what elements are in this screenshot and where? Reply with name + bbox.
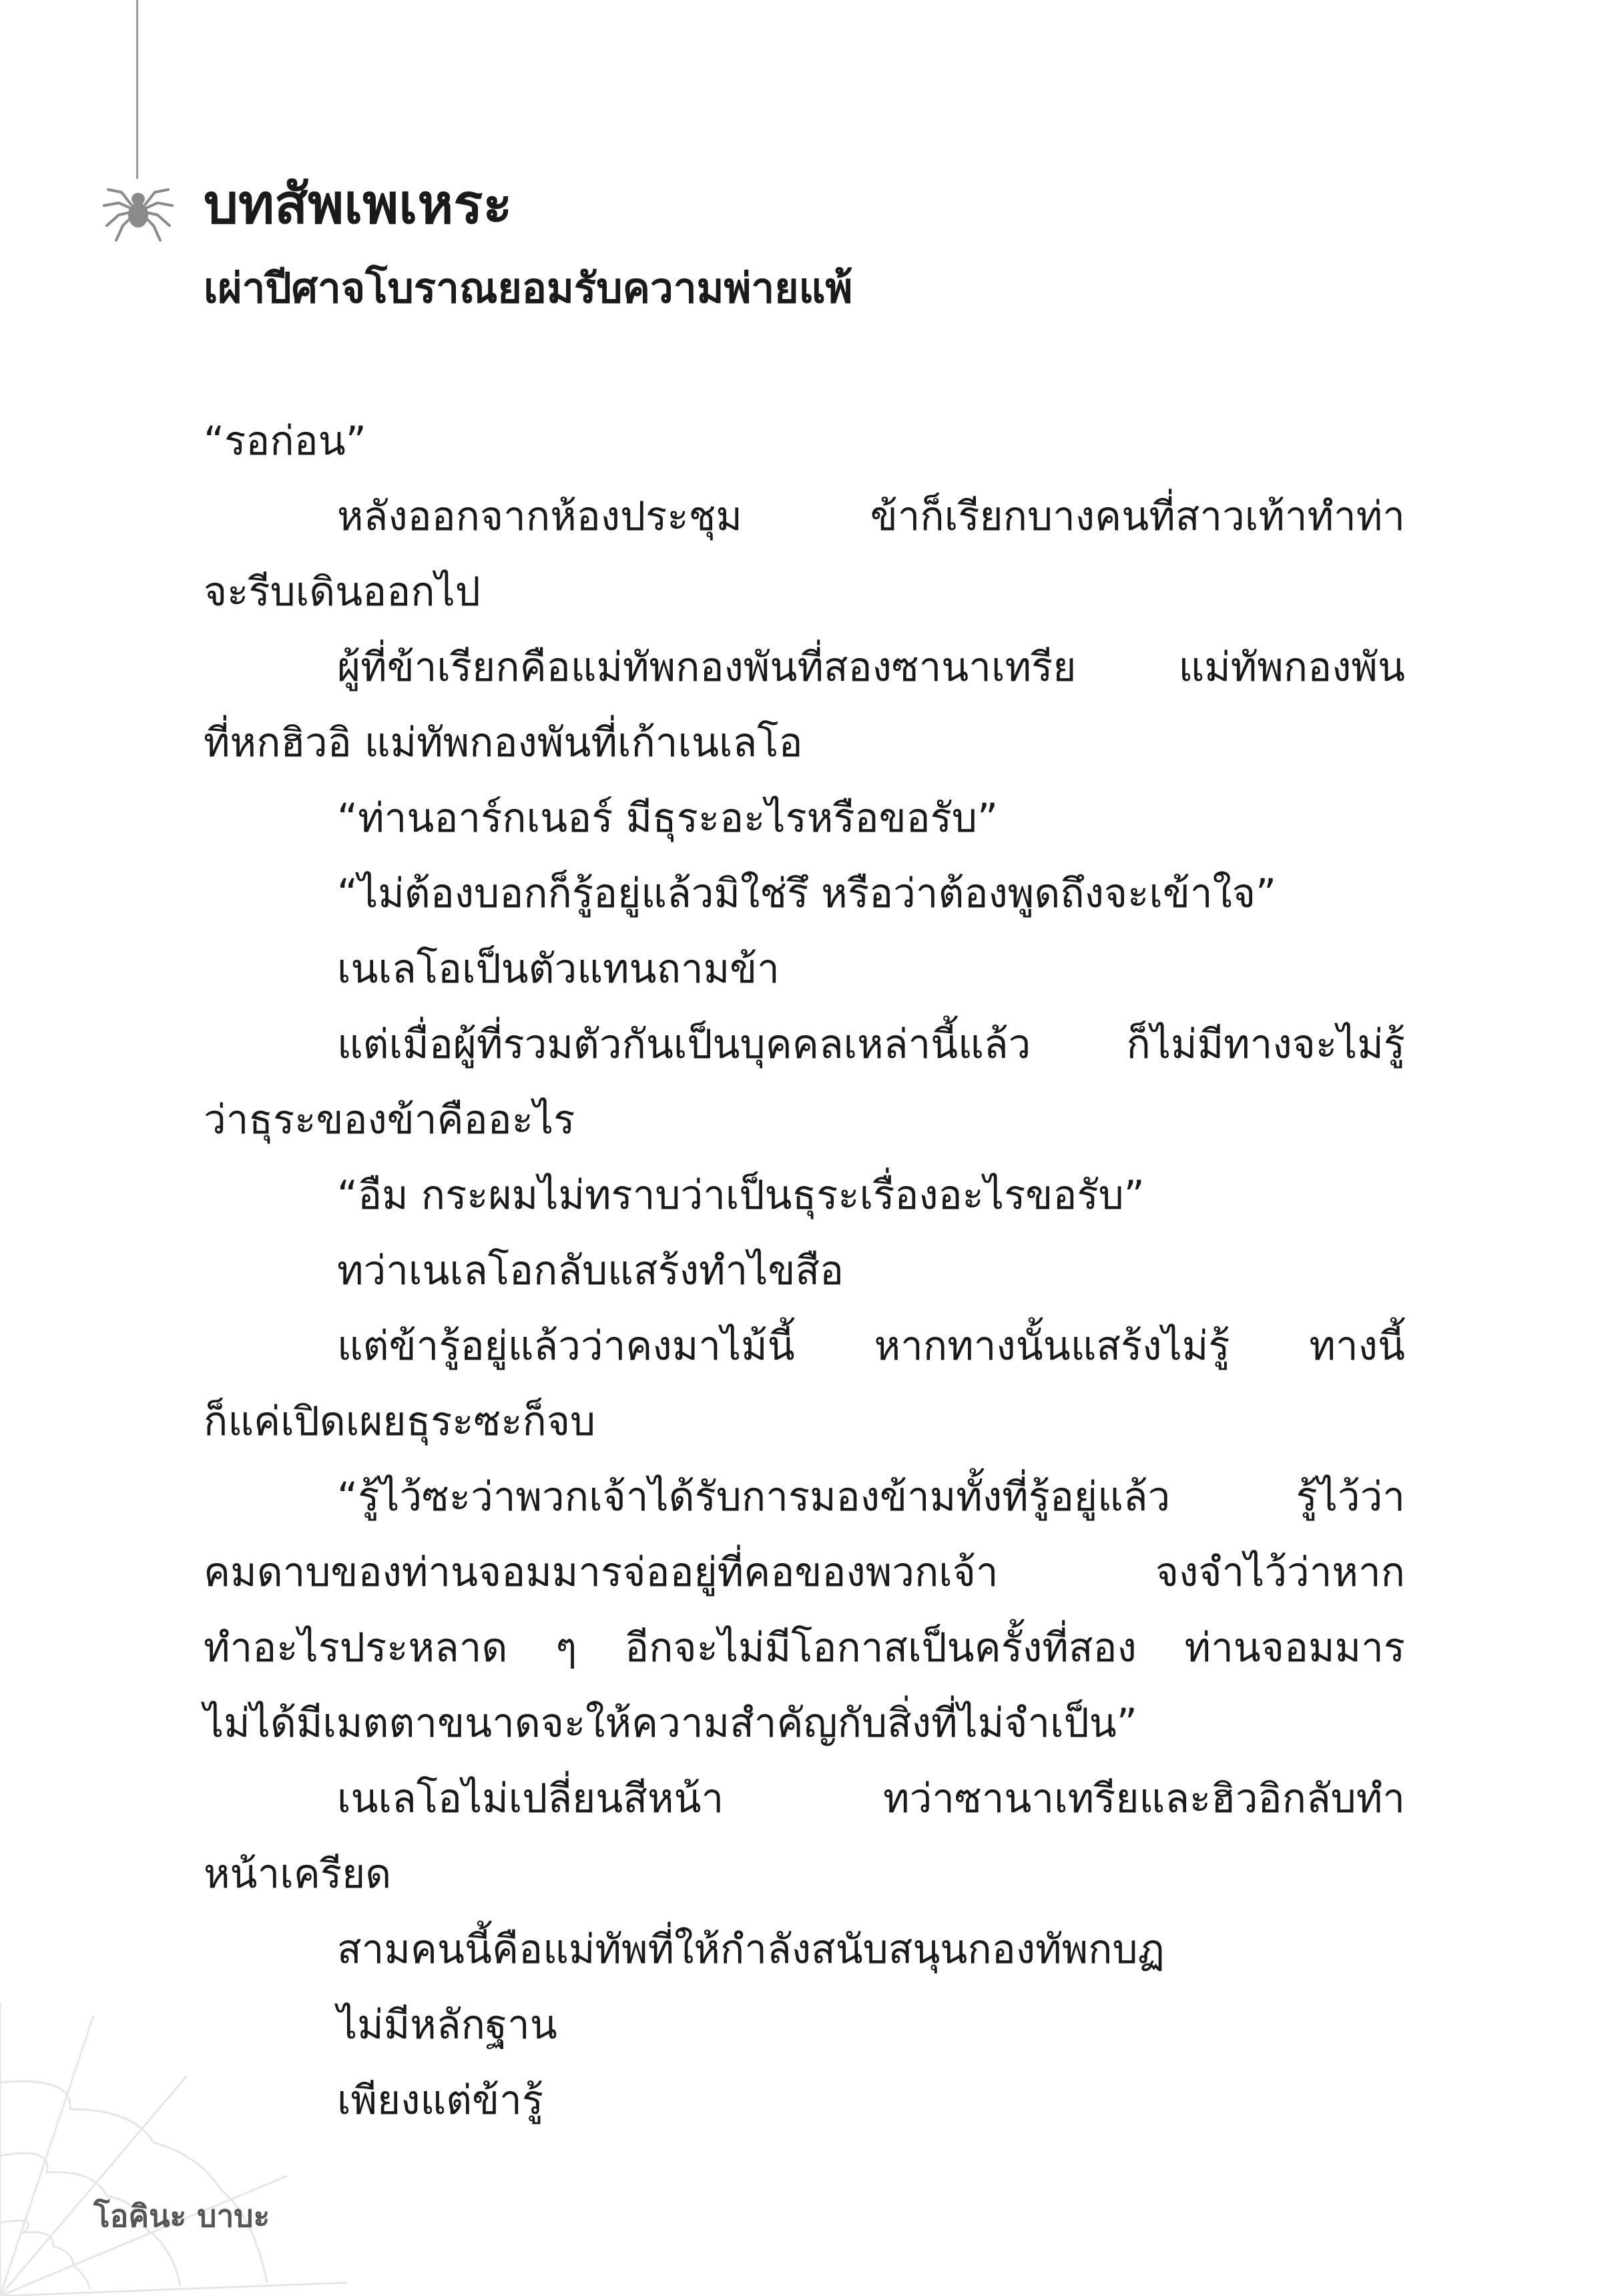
text-line: เนเลโอเป็นตัวแทนถามข้า	[337, 946, 780, 992]
text-line: หน้าเครียด	[204, 1851, 392, 1898]
body-text	[204, 404, 1405, 2138]
text-line: แต่เมื่อผู้ที่รวมตัวกันเป็นบุคคลเหล่านี้แล้ว ก็ไม่มีทางจะไม่รู้	[337, 1021, 1405, 1068]
text-line: เนเลโอไม่เปลี่ยนสีหน้า ทว่าซานาเทรียและฮิวอิกลับทำ	[337, 1775, 1405, 1822]
text-line: จะรีบเดินออกไป	[204, 569, 481, 615]
text-line: ไม่ได้มีเมตตาขนาดจะให้ความสำคัญกับสิ่งที่ไม่จำเป็น”	[204, 1700, 1137, 1747]
spider-web-decoration	[0, 2002, 347, 2296]
text-line: “ท่านอาร์กเนอร์ มีธุระอะไรหรือขอรับ”	[337, 795, 999, 842]
chapter-subtitle: เผ่าปีศาจโบราณยอมรับความพ่ายแพ้	[204, 264, 853, 312]
text-line: แต่ข้ารู้อยู่แล้วว่าคงมาไม้นี้ หากทางนั้นแสร้งไม่รู้ ทางนี้	[337, 1323, 1405, 1370]
text-line: ว่าธุระของข้าคืออะไร	[204, 1097, 575, 1143]
text-line: “ไม่ต้องบอกก็รู้อยู่แล้วมิใช่รึ หรือว่าต้องพูดถึงจะเข้าใจ”	[337, 870, 1277, 917]
text-line: “รอก่อน”	[204, 418, 366, 465]
text-line: ทว่าเนเลโอกลับแสร้งทำไขสือ	[337, 1247, 844, 1294]
text-line: ก็แค่เปิดเผยธุระซะก็จบ	[204, 1398, 596, 1445]
text-line: ที่หกฮิวอิ แม่ทัพกองพันที่เก้าเนเลโอ	[204, 720, 803, 766]
spider-thread	[136, 0, 138, 179]
text-line: ผู้ที่ข้าเรียกคือแม่ทัพกองพันที่สองซานาเทรีย แม่ทัพกองพัน	[337, 644, 1405, 691]
text-line: หลังออกจากห้องประชุม ข้าก็เรียกบางคนที่สาวเท้าทำท่า	[337, 493, 1405, 540]
text-line: “อืม กระผมไม่ทราบว่าเป็นธุระเรื่องอะไรขอรับ”	[337, 1172, 1145, 1219]
text-line: สามคนนี้คือแม่ทัพที่ให้กำลังสนับสนุนกองทัพกบฏ	[337, 1926, 1165, 1973]
text-line: เพียงแต่ข้ารู้	[337, 2077, 544, 2124]
spider-icon	[101, 172, 175, 246]
text-line: “รู้ไว้ซะว่าพวกเจ้าได้รับการมองข้ามทั้งที่รู้อยู่แล้ว รู้ไว้ว่า	[337, 1474, 1405, 1520]
footer-author: โอคินะ บาบะ	[93, 2198, 270, 2234]
text-line: คมดาบของท่านจอมมารจ่ออยู่ที่คอของพวกเจ้า จงจำไว้ว่าหาก	[204, 1549, 1405, 1596]
chapter-title: บทสัพเพเหระ	[204, 173, 513, 236]
text-line: ทำอะไรประหลาด ๆ อีกจะไม่มีโอกาสเป็นครั้งที่สอง ท่านจอมมาร	[204, 1625, 1405, 1671]
text-line: ไม่มีหลักฐาน	[337, 2002, 557, 2048]
